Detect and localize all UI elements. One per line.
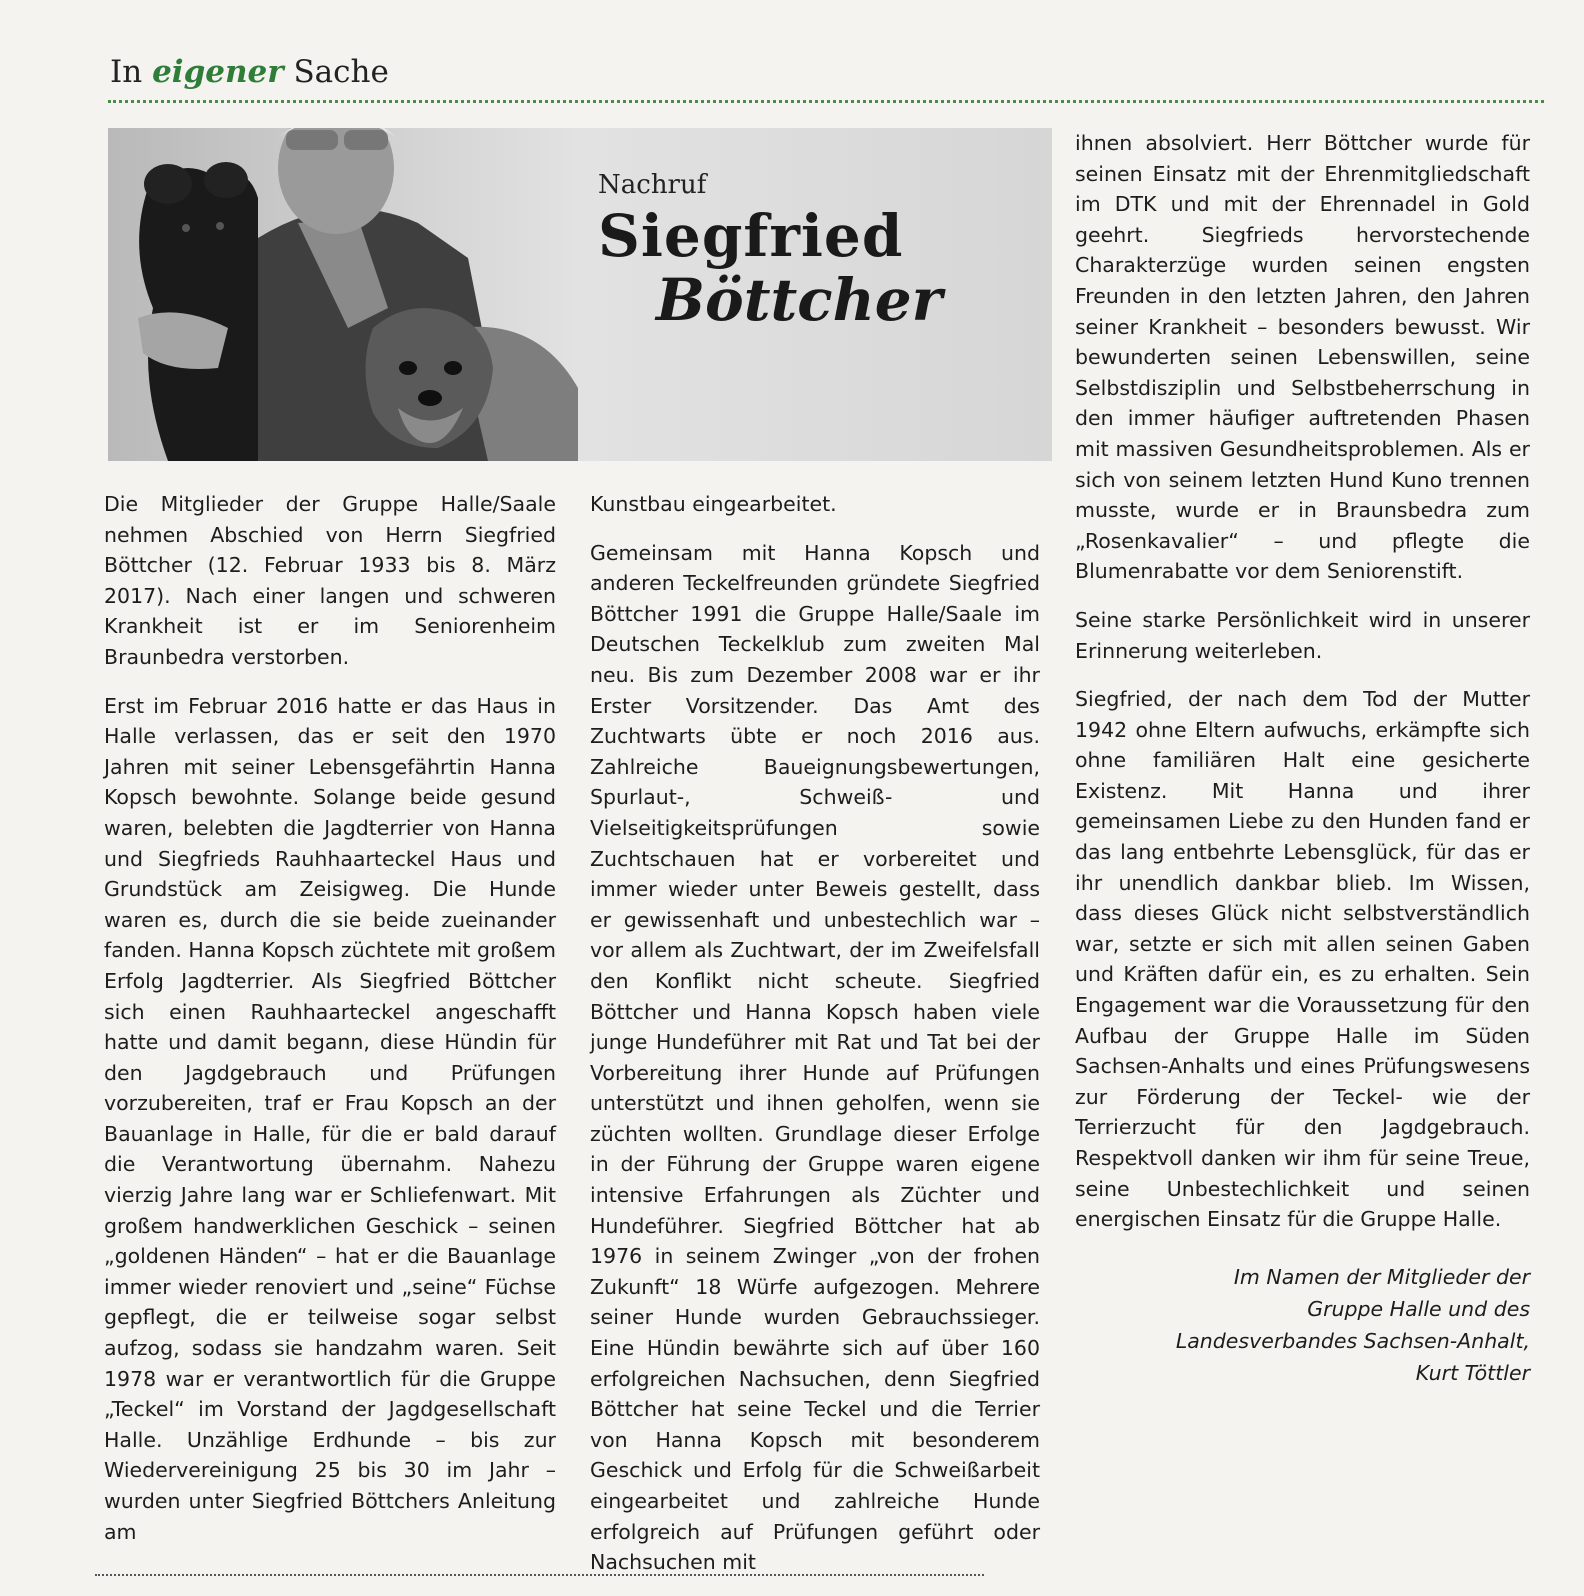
paragraph: Kunstbau eingearbeitet. [590,492,837,516]
signature-line: Gruppe Halle und des [1307,1296,1530,1321]
section-header [110,54,389,90]
paragraph: Gemeinsam mit Hanna Kopsch und anderen Teckelfreunden gründete Siegfried Böttcher 1991 die Gruppe Halle/Saale im Deutschen Teckelklub zum zweiten Mal neu. Bis zum Dezember 2008 war er ihr Erster Vorsitzender. Das Amt des Zuchtwarts übte er noch 2016 aus. Zahlreiche Baueignungsbewertungen, Spurlaut-, Schweiß- und Vielseitigkeitsprüfungen sowie Zuchtschauen hat er vorbereitet und immer wieder unter Beweis gestellt, dass er gewissenhaft und unbestechlich war – vor allem als Zuchtwart, der im Zweifelsfall den Konflikt nicht scheute. Siegfried Böttcher und Hanna Kopsch haben viele junge Hundeführer mit Rat und Tat bei der Vorbereitung ihrer Hunde auf Prüfungen unterstützt und ihnen geholfen, wenn sie züchten wollten. Grundlage dieser Erfolge in der Führung der Gruppe waren eigene intensive Erfahrungen als Züchter und Hundeführer. Siegfried Böttcher hat ab 1976 in seinem Zwinger „von der frohen Zukunft“ 18 Würfe aufgezogen. Mehrere seiner Hunde wurden Gebrauchssieger. Eine Hündin bewährte sich auf über 160 erfolgreichen Nachsuchen, denn Siegfried Böttcher hat seine Teckel und die Terrier von Hanna Kopsch mit besonderem Geschick und Erfolg für die Schweißarbeit eingearbeitet und zahlreiche Hunde erfolgreich auf Prüfungen geführt oder Nachsuchen mit [590,540,1040,1575]
paragraph: Erst im Februar 2016 hatte er das Haus in Halle verlassen, das er seit den 1970 Jahren mit seiner Lebensgefährtin Hanna Kopsch bewohnte. Solange beide gesund waren, belebten die Jagdterrier von Hanna und Siegfrieds Rauhhaarteckel Haus und Grundstück am Zeisigweg. Die Hunde waren es, durch die sie beide zueinander fanden. Hanna Kopsch züchtete mit großem Erfolg Jagdterrier. Als Siegfried Böttcher sich einen Rauhhaarteckel angeschafft hatte und damit begann, diese Hündin für den Jagdgebrauch und Prüfungen vorzubereiten, traf er Frau Kopsch an der Bauanlage in Halle, für die er bald darauf die Verantwortung übernahm. Nahezu vierzig Jahre lang war er Schliefenwart. Mit großem handwerklichen Geschick – seinen „goldenen Händen“ – hat er die Bauanlage immer wieder renoviert und „seine“ Füchse gepflegt, die er teilweise sogar selbst aufzog, sodass sie handzahm waren. Seit 1978 war er verantwortlich für die Gruppe „Teckel“ im Vorstand der Jagdgesellschaft Halle. Unzählige Erdhunde – bis zur Wiedervereinigung 25 bis 30 im Jahr – wurden unter Siegfried Böttchers Anleitung am [104,693,556,1544]
obituary-kicker: Nachruf [598,170,707,200]
obituary-first-name: Siegfried [598,202,904,270]
signature-block [1075,1261,1530,1389]
header-divider [108,100,1544,103]
paragraph: Seine starke Persönlichkeit wird in unserer Erinnerung weiterleben. [1075,607,1530,663]
article-column-3 [1075,128,1530,1389]
signature-line: Im Namen der Mitglieder der [1233,1264,1530,1289]
article-column-1 [104,489,556,1565]
paragraph: Siegfried, der nach dem Tod der Mutter 1942 ohne Eltern aufwuchs, erkämpfte sich ohne familiären Halt eine gesicherte Existenz. Mit Hanna und ihrer gemeinsamen Liebe zu den Hunden fand er das lang entbehrte Lebensglück, für das er ihr unendlich dankbar blieb. Im Wissen, dass dieses Glück nicht selbstverständlich war, setzte er sich mit allen seinen Gaben und Kräften dafür ein, es zu erhalten. Sein Engagement war die Voraussetzung für den Aufbau der Gruppe Halle im Süden Sachsen-Anhalts und eines Prüfungswesens zur Förderung der Teckel- wie der Terrierzucht für den Jagdgebrauch. Respektvoll danken wir ihm für seine Treue, seine Unbestechlichkeit und seinen energischen Einsatz für die Gruppe Halle. [1075,687,1530,1232]
section-header-highlight: eigener [152,54,284,90]
obituary-last-name: Böttcher [656,266,943,334]
section-header-suffix: Sache [293,54,389,90]
signature-line: Landesverbandes Sachsen-Anhalt, [1175,1328,1530,1353]
paragraph: Die Mitglieder der Gruppe Halle/Saale nehmen Abschied von Herrn Siegfried Böttcher (12. Februar 1933 bis 8. März 2017). Nach einer langen und schweren Krankheit ist er im Seniorenheim Braunbedra verstorben. [104,492,556,669]
paragraph: ihnen absolviert. Herr Böttcher wurde für seinen Einsatz mit der Ehrenmitgliedschaft im DTK und mit der Ehrennadel in Gold geehrt. Siegfrieds hervorstechende Charakterzüge wurden seinen engsten Freunden in den letzten Jahren, den Jahren seiner Krankheit – besonders bewusst. Wir bewunderten seinen Lebenswillen, seine Selbstdisziplin und Selbstbeherrschung in den immer häufiger auftretenden Phasen mit massiven Gesundheitsproblemen. Als er sich von seinem letzten Hund Kuno trennen musste, wurde er in Braunsbedra zum „Rosenkavalier“ – und pflegte die Blumenrabatte vor dem Seniorenstift. [1075,131,1530,584]
signature-author: Kurt Töttler [1415,1360,1530,1385]
article-column-2 [590,489,1040,1596]
section-header-prefix: In [110,54,143,90]
footer-divider [95,1574,984,1576]
